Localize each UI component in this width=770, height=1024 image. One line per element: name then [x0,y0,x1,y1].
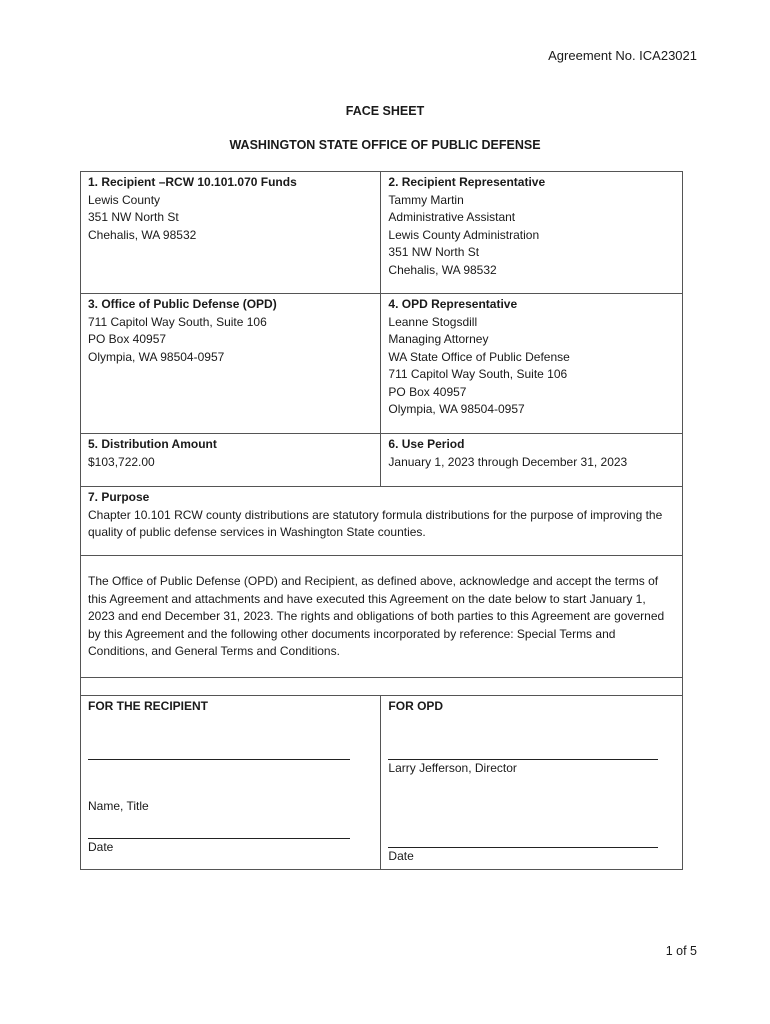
recipient-rep-label: 2. Recipient Representative [388,175,546,189]
opd-signature-line[interactable] [388,745,658,760]
recipient-line: 351 NW North St [88,210,179,224]
recipient-label: 1. Recipient –RCW 10.101.070 Funds [88,175,297,189]
recipient-rep-line: Lewis County Administration [388,227,540,242]
recipient-line: Lewis County [88,192,161,207]
recipient-rep-line: Chehalis, WA 98532 [388,262,497,277]
page-number: 1 of 5 [665,944,697,958]
opd-line: PO Box 40957 [88,332,167,346]
distribution-amount: $103,722.00 [88,454,155,469]
opd-rep-line: Managing Attorney [388,332,489,346]
opd-rep-line: PO Box 40957 [388,384,467,399]
recipient-signature-heading: FOR THE RECIPIENT [88,699,209,713]
document-subtitle: WASHINGTON STATE OFFICE OF PUBLIC DEFENSE [229,138,541,152]
table-row [81,172,683,294]
distribution-amount-box [81,434,381,487]
opd-box [81,294,381,434]
opd-rep-label: 4. OPD Representative [388,297,518,311]
face-sheet-table [80,171,683,870]
opd-label: 3. Office of Public Defense (OPD) [88,297,277,311]
opd-signature-heading: FOR OPD [388,699,444,713]
opd-date-line[interactable] [388,833,658,848]
recipient-rep-line: Tammy Martin [388,192,464,207]
opd-representative-box [381,294,683,434]
table-row [81,487,683,556]
spacer-row [81,678,683,696]
opd-line: Olympia, WA 98504-0957 [88,349,225,364]
purpose-box [81,487,683,556]
recipient-representative-box [381,172,683,294]
recipient-box [81,172,381,294]
acknowledgement-text: The Office of Public Defense (OPD) and Recipient, as defined above, acknowledge and accept the terms of this Agreement and attachments and have executed this Agreement on the date below to start January 1, 2023 and end December 31, 2023. The rights and obligations of both parties to this Agreement are governed by this Agreement and the following other documents incorporated by reference: Special Terms and Conditions, and General Terms and Conditions. [88,574,665,658]
recipient-rep-line: Administrative Assistant [388,210,516,224]
recipient-line: Chehalis, WA 98532 [88,227,197,242]
use-period-label: 6. Use Period [388,437,465,451]
recipient-name-title: Name, Title [88,798,149,813]
opd-rep-line: 711 Capitol Way South, Suite 106 [388,367,568,381]
recipient-signature-box [81,696,381,870]
opd-signer: Larry Jefferson, Director [388,760,517,775]
opd-date-label: Date [388,849,414,863]
table-row [81,556,683,678]
opd-rep-line: Leanne Stogsdill [388,314,478,329]
distribution-label: 5. Distribution Amount [88,437,217,451]
acknowledgement-box [81,556,683,678]
purpose-text: Chapter 10.101 RCW county distributions are statutory formula distributions for the purpose of improving the quality of public defense services in Washington State counties. [88,507,663,539]
table-row [81,434,683,487]
opd-rep-line: Olympia, WA 98504-0957 [388,402,525,416]
recipient-date-line[interactable] [88,824,350,839]
table-row [81,696,683,870]
opd-signature-box [381,696,683,870]
purpose-label: 7. Purpose [88,490,150,504]
recipient-date-label: Date [88,840,114,854]
table-row [81,678,683,696]
opd-rep-line: WA State Office of Public Defense [388,349,570,364]
use-period-box [381,434,683,487]
table-row [81,294,683,434]
opd-line: 711 Capitol Way South, Suite 106 [88,314,267,329]
recipient-rep-line: 351 NW North St [388,245,480,259]
recipient-signature-line[interactable] [88,745,350,760]
agreement-number: Agreement No. ICA23021 [548,48,697,63]
document-title: FACE SHEET [345,104,425,118]
use-period-value: January 1, 2023 through December 31, 2023 [388,454,628,469]
